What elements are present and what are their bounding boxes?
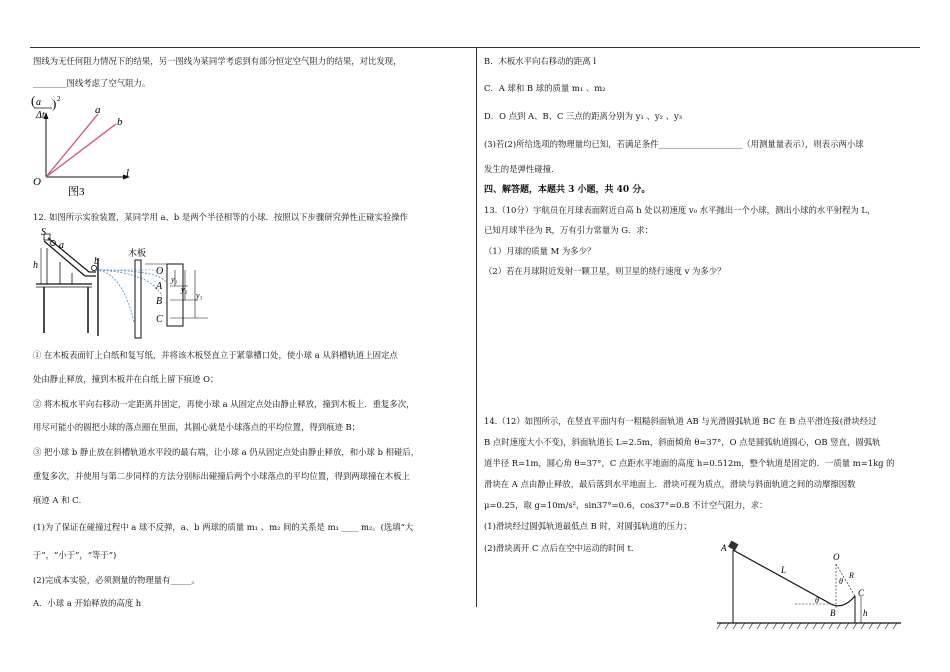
step-2b: 用尽可能小的圆把小球的落点圈在里面，其圆心就是小球落点的平均位置，得到痕迹 B； [33,422,361,432]
q14-line-3: 道半径 R=1m，圆心角 θ=37°，C 点距水平地面的高度 h=0.512m，整个轨道是固定的．一质量 m=1kg 的 [484,458,895,468]
part-3b: 发生的是弹性碰撞． [484,164,560,174]
fig12-y1: y₁ [171,275,178,284]
left-line-1: 图线为无任何阻力情况下的结果，另一图线为某同学考虑到有部分恒定空气阻力的结果，对比发现， [33,56,402,66]
q13-line-1: 13.（10分）宇航员在月球表面附近自高 h 处以初速度 v₀ 水平抛出一个小球，测出小球的水平射程为 L， [484,205,876,215]
q13-part-2: （2）若在月球附近发射一颗卫星，则卫星的绕行速度 v 为多少？ [484,266,726,276]
fig14-B: B [830,608,836,618]
q13-part-1: （1）月球的质量 M 为多少？ [484,246,596,256]
fig12-B: B [156,296,163,307]
q14-line-1: 14.（12）如图所示，在竖直平面内有一粗糙斜面轨道 AB 与光滑圆弧轨道 BC 在 B 点平滑连接(滑块经过 [484,416,877,426]
fig3-ylabel-num: a [36,97,41,108]
top-rule [30,47,920,48]
fig3-line-a [46,114,98,177]
q14-line-5: μ=0.25，取 g=10m/s²，sin37°=0.6，cos37°=0.8 不计空气阻力，求： [484,500,768,510]
fig12-S: S [41,227,46,238]
fig14-O: O [833,552,840,562]
fig3-line-b [46,124,116,177]
section-4-heading: 四、解答题，本题共 3 小题，共 40 分。 [484,185,651,195]
fig12-A: A [156,281,163,292]
q14-part-2: (2)滑块离开 C 点后在空中运动的时间 t. [484,543,634,553]
fig3-xlabel: l [126,167,130,179]
fig14-R: R [849,571,854,580]
step-3a: ③ 把小球 b 静止放在斜槽轨道水平段的最右端，让小球 a 仍从固定点处由静止释放，和小球 b 相碰后， [33,447,420,457]
fig14-A: A [721,543,727,553]
fig3-origin: O [33,176,41,188]
fig14-C: C [858,588,865,598]
step-3c: 痕迹 A 和 C． [33,495,87,505]
svg-text:(: ( [31,94,36,108]
q14-line-2: B 点时速度大小不变)，斜面轨道长 L=2.5m，斜面倾角 θ=37°，O 点是圆弧轨道圆心，OB 竖直，圆弧轨 [484,437,881,447]
column-divider [476,47,477,607]
fig14-L: L [781,565,787,575]
fig14-h: h [863,608,868,618]
left-line-2: ________图线考虑了空气阻力。 [33,78,151,88]
q13-line-2: 已知月球半径为 R，万有引力常量为 G．求： [484,225,654,235]
figure-14 [715,538,905,634]
part-2: (2)完成本实验，必须测量的物理量有_____。 [33,575,200,585]
fig12-y2: y₂ [181,285,188,294]
fig12-b: b [94,256,99,267]
fig12-y3: y₃ [196,291,203,300]
svg-text:): ) [52,96,57,111]
fig14-theta-top: θ [839,577,843,586]
option-C: C．A 球和 B 球的质量 m₁ 、m₂ [484,83,606,93]
fig3-caption: 图3 [68,186,85,198]
part-1b: 于”，“小于”，“等于”) [33,550,117,560]
q12-stem: 12. 如图所示实验装置，某同学用 a、b 是两个半径相等的小球．按照以下步骤研究弹性正碰实验操作 [33,212,409,222]
step-2a: ② 将木板水平向右移动一定距离并固定，再使小球 a 从固定点处由静止释放，撞到木板上．重复多次， [33,399,415,409]
fig3-label-a: a [95,104,101,116]
fig12-a: a [59,240,64,251]
part-1a: (1)为了保证在碰撞过程中 a 球不反弹，a、b 两球的质量 m₁ 、m₂ 间的关系是 m₁ ____ m₂。(选填“大 [33,522,414,532]
fig3-label-b: b [117,116,123,128]
step-1a: ① 在木板表面钉上白纸和复写纸，并将该木板竖直立于紧靠槽口处，使小球 a 从斜槽轨道上固定点 [33,350,398,360]
step-3b: 重复多次，并使用与第二步同样的方法分别标出碰撞后两个小球落点的平均位置，得到两球撞在木板上 [33,471,410,481]
q14-line-4: 滑块在 A 点由静止释放，最后落到水平地面上．滑块可视为质点，滑块与斜面轨道之间的动摩擦因数 [484,479,856,489]
part-3a: (3)若(2)所给选项的物理量均已知，若满足条件____________________（用测量量表示），则表示两小球 [484,139,864,149]
fig12-O: O [156,266,164,277]
figure-3 [30,94,150,198]
fig12-h: h [33,260,38,271]
step-1b: 处由静止释放，撞到木板并在白纸上留下痕迹 O； [33,374,219,384]
fig3-ylabel-den: Δt [36,110,45,121]
option-B: B．木板水平向右移动的距离 l [484,56,596,66]
fig12-C: C [156,314,163,325]
figure-12 [30,226,212,344]
q14-part-1: (1)滑块经过圆弧轨道最低点 B 时，对圆弧轨道的压力； [484,521,692,531]
fig14-theta-bottom: θ [815,596,819,605]
option-D: D．O 点到 A、B、C 三点的距离分别为 y₁ 、y₂ 、y₃ [484,111,683,121]
fig3-ylabel-exp: 2 [57,95,61,103]
fig12-board: 木板 [128,248,147,258]
option-A: A．小球 a 开始释放的高度 h [33,598,142,608]
